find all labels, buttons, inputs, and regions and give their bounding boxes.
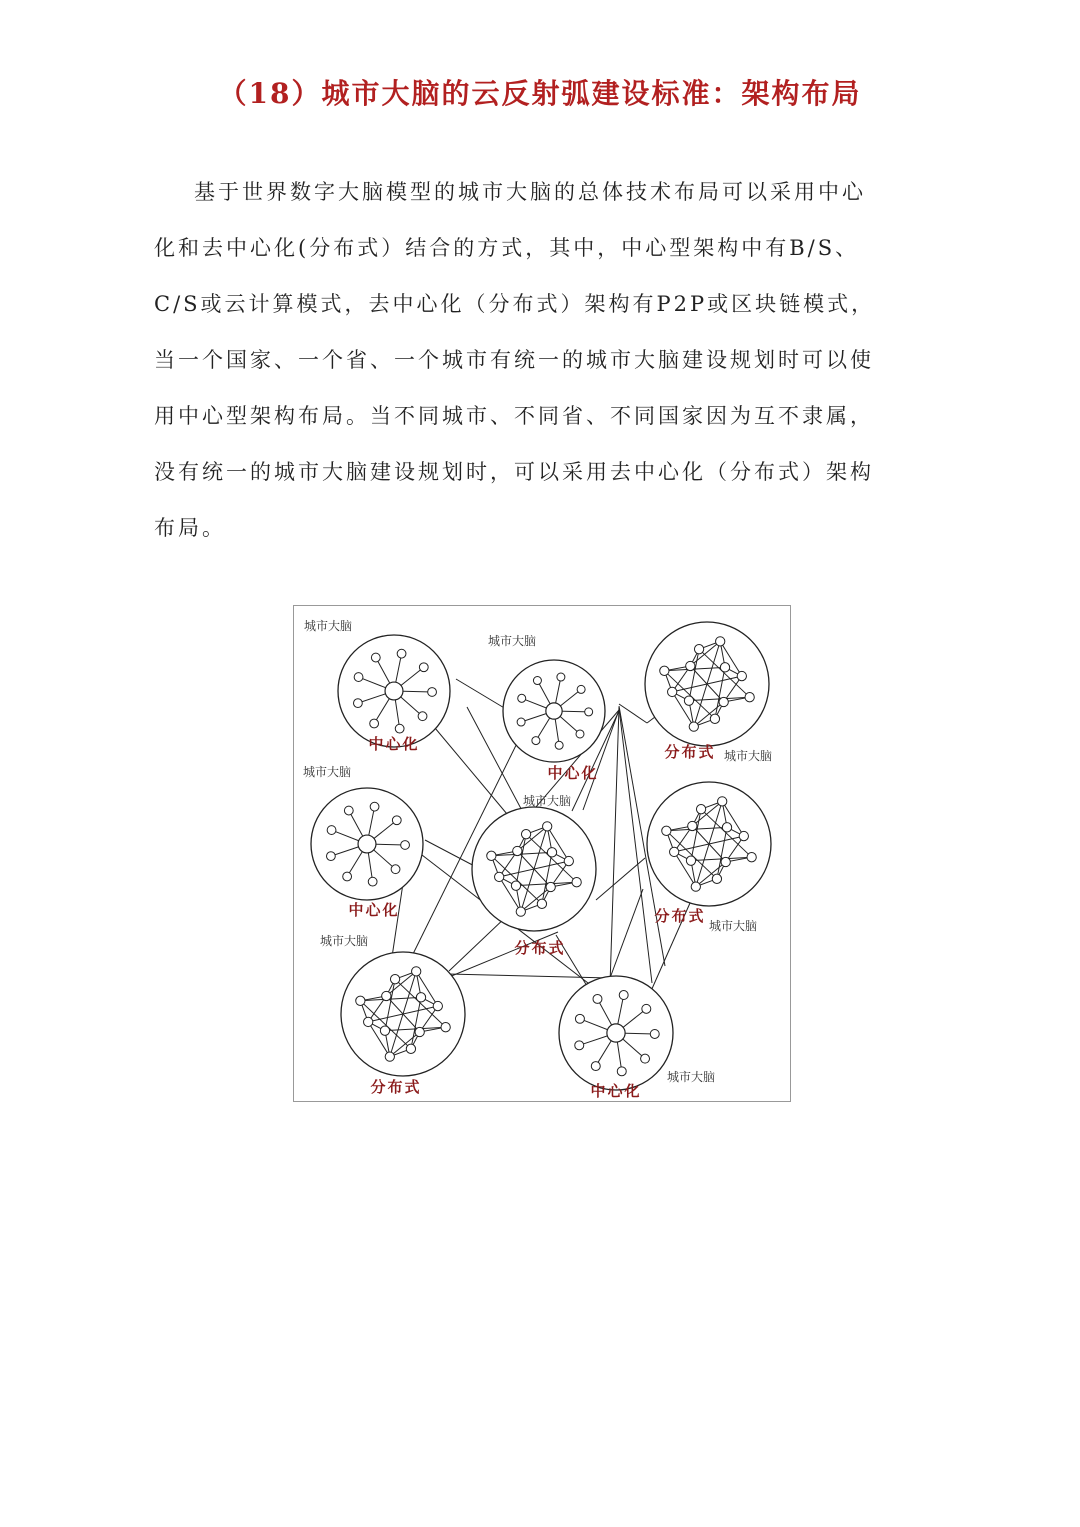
architecture-type-label: 分布式 <box>664 743 716 761</box>
mesh-node <box>668 687 677 696</box>
mesh-node <box>356 996 365 1005</box>
mesh-node <box>722 823 731 832</box>
mesh-node <box>696 805 705 814</box>
leaf-node <box>370 802 379 811</box>
mesh-node <box>737 671 746 680</box>
city-brain-label: 城市大脑 <box>320 934 369 948</box>
leaf-node <box>517 718 525 726</box>
city-brain-3 <box>645 622 772 763</box>
mesh-node <box>412 967 421 976</box>
paragraph-line: 用中心型架构布局。当不同城市、不同省、不同国家因为互不隶属， <box>154 404 874 428</box>
hub-node <box>358 835 376 853</box>
mesh-node <box>686 856 695 865</box>
connection-line <box>596 858 645 900</box>
leaf-node <box>428 688 437 697</box>
leaf-node <box>650 1030 659 1039</box>
leaf-node <box>575 1014 584 1023</box>
architecture-type-label: 中心化 <box>368 735 420 753</box>
hub-node <box>546 703 562 719</box>
leaf-node <box>391 865 400 874</box>
mesh-node <box>382 991 391 1000</box>
leaf-node <box>555 741 563 749</box>
paragraph-line: C/S或云计算模式，去中心化（分布式）架构有P2P或区块链模式， <box>154 292 876 316</box>
mesh-node <box>720 663 729 672</box>
mesh-node <box>686 661 695 670</box>
city-brain-1 <box>304 618 450 753</box>
connection-line <box>610 707 619 985</box>
leaf-node <box>575 1041 584 1050</box>
city-brain-label: 城市大脑 <box>304 619 353 633</box>
connection-line <box>619 704 647 723</box>
leaf-node <box>619 991 628 1000</box>
mesh-node <box>487 851 496 860</box>
paragraph-line: 化和去中心化(分布式）结合的方式，其中，中心型架构中有B/S、 <box>154 236 860 260</box>
architecture-type-label: 中心化 <box>590 1082 642 1100</box>
mesh-node <box>739 831 748 840</box>
leaf-node <box>343 872 352 881</box>
mesh-node <box>521 830 530 839</box>
leaf-node <box>327 826 336 835</box>
leaf-node <box>533 677 541 685</box>
mesh-node <box>441 1023 450 1032</box>
leaf-node <box>354 673 363 682</box>
leaf-node <box>370 719 379 728</box>
leaf-node <box>418 712 427 721</box>
mesh-node <box>511 881 520 890</box>
mesh-node <box>543 822 552 831</box>
leaf-node <box>395 724 404 733</box>
mesh-node <box>416 993 425 1002</box>
city-brain-label: 城市大脑 <box>488 634 537 648</box>
leaf-node <box>577 685 585 693</box>
mesh-node <box>694 645 703 654</box>
city-brain-label: 城市大脑 <box>303 765 352 779</box>
mesh-node <box>688 821 697 830</box>
leaf-node <box>392 816 401 825</box>
mesh-node <box>495 872 504 881</box>
city-brain-label: 城市大脑 <box>724 749 773 763</box>
page-title: （18）城市大脑的云反射弧建设标准：架构布局 <box>218 77 862 110</box>
city-brain-label: 城市大脑 <box>709 919 758 933</box>
body-paragraph <box>154 170 934 562</box>
city-brain-5 <box>472 793 596 957</box>
paragraph-line: 没有统一的城市大脑建设规划时，可以采用去中心化（分布式）架构 <box>154 460 874 484</box>
mesh-node <box>691 882 700 891</box>
mesh-node <box>747 853 756 862</box>
mesh-node <box>513 846 522 855</box>
leaf-node <box>576 730 584 738</box>
leaf-node <box>557 673 565 681</box>
mesh-node <box>547 848 556 857</box>
leaf-node <box>617 1067 626 1076</box>
architecture-diagram <box>293 605 791 1102</box>
mesh-node <box>364 1017 373 1026</box>
mesh-node <box>380 1026 389 1035</box>
leaf-node <box>532 737 540 745</box>
mesh-node <box>745 693 754 702</box>
mesh-node <box>546 882 555 891</box>
architecture-type-label: 中心化 <box>547 764 599 782</box>
connection-line <box>456 679 506 709</box>
mesh-node <box>721 857 730 866</box>
paragraph-line: 基于世界数字大脑模型的城市大脑的总体技术布局可以采用中心 <box>194 180 866 204</box>
leaf-node <box>585 708 593 716</box>
mesh-node <box>712 874 721 883</box>
mesh-node <box>385 1052 394 1061</box>
mesh-node <box>716 637 725 646</box>
hub-node <box>607 1024 625 1042</box>
leaf-node <box>518 694 526 702</box>
mesh-node <box>689 722 698 731</box>
mesh-node <box>406 1044 415 1053</box>
leaf-node <box>371 653 380 662</box>
paragraph-line: 当一个国家、一个省、一个城市有统一的城市大脑建设规划时可以使 <box>154 348 874 372</box>
mesh-node <box>710 714 719 723</box>
leaf-node <box>641 1054 650 1063</box>
city-brain-label: 城市大脑 <box>667 1070 716 1084</box>
city-brain-label: 城市大脑 <box>523 794 572 808</box>
leaf-node <box>344 806 353 815</box>
architecture-type-label: 分布式 <box>654 907 706 925</box>
architecture-diagram-canvas <box>294 606 792 1103</box>
mesh-node <box>660 666 669 675</box>
mesh-node <box>718 797 727 806</box>
mesh-node <box>516 907 525 916</box>
city-brain-4 <box>303 764 423 919</box>
leaf-node <box>368 877 377 886</box>
mesh-node <box>415 1027 424 1036</box>
leaf-node <box>591 1062 600 1071</box>
mesh-node <box>572 878 581 887</box>
hub-node <box>385 682 403 700</box>
connection-line <box>610 889 643 978</box>
leaf-node <box>353 699 362 708</box>
mesh-node <box>390 975 399 984</box>
leaf-node <box>642 1004 651 1013</box>
leaf-node <box>593 994 602 1003</box>
mesh-node <box>537 899 546 908</box>
paragraph-line: 布局。 <box>154 516 226 540</box>
connection-line <box>435 728 507 814</box>
architecture-type-label: 分布式 <box>370 1078 422 1096</box>
city-brain-6 <box>647 782 771 933</box>
leaf-node <box>326 852 335 861</box>
mesh-node <box>662 826 671 835</box>
city-brain-2 <box>488 633 605 782</box>
mesh-node <box>564 856 573 865</box>
mesh-node <box>670 847 679 856</box>
leaf-node <box>419 663 428 672</box>
leaf-node <box>401 841 410 850</box>
mesh-node <box>433 1001 442 1010</box>
architecture-type-label: 中心化 <box>348 901 400 919</box>
architecture-type-label: 分布式 <box>514 939 566 957</box>
city-brain-8 <box>559 976 715 1100</box>
city-brain-7 <box>320 933 465 1096</box>
mesh-node <box>719 697 728 706</box>
connection-line <box>448 974 610 978</box>
leaf-node <box>397 649 406 658</box>
mesh-node <box>684 696 693 705</box>
